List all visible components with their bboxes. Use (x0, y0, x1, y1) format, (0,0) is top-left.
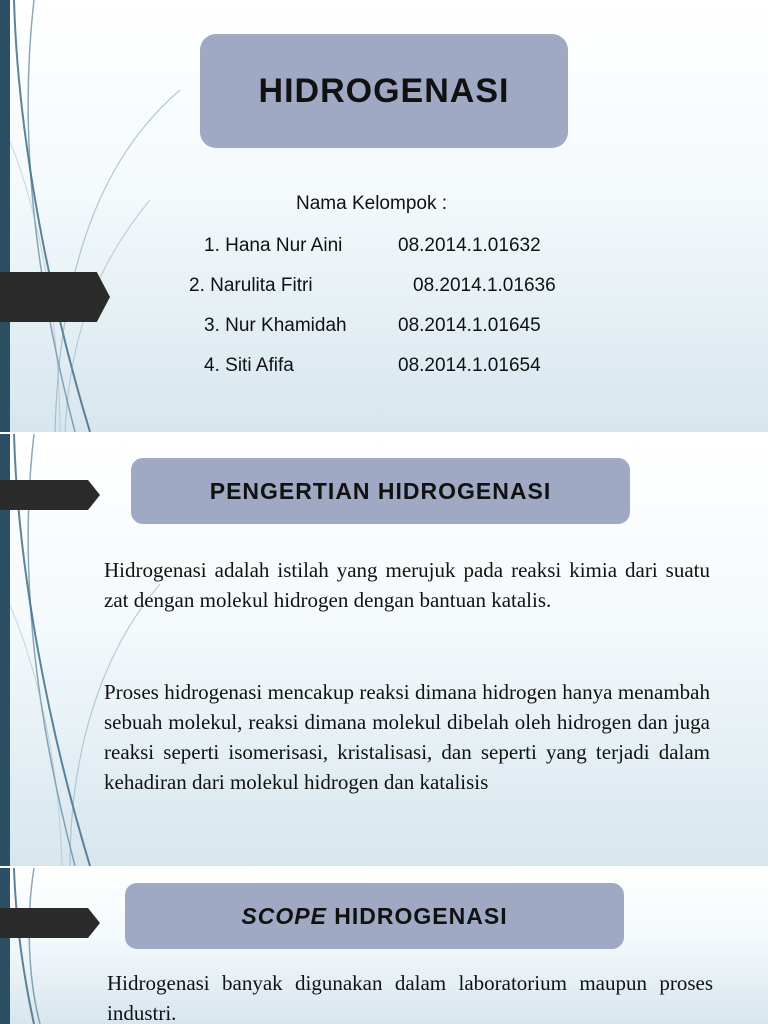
section-title (241, 903, 507, 930)
slide-title (0, 0, 768, 432)
slide-title-box (200, 34, 568, 148)
definition-paragraph: Hidrogenasi adalah istilah yang merujuk pada reaksi kimia dari suatu zat dengan molekul hidrogen dengan bantuan katalis. (104, 558, 710, 612)
member-item (204, 355, 541, 377)
arrow-marker (0, 480, 100, 510)
member-name: Hana Nur Aini (225, 235, 343, 256)
arrow-marker (0, 272, 110, 322)
member-number: 4. (204, 355, 220, 376)
left-accent-bar (0, 0, 10, 432)
member-list-heading: Nama Kelompok : (296, 193, 448, 214)
section-title: PENGERTIAN HIDROGENASI (209, 477, 552, 504)
slide-definition (0, 434, 768, 866)
page-title: HIDROGENASI (258, 71, 510, 110)
section-title-italic: SCOPE (241, 902, 327, 929)
member-number: 3. (204, 315, 220, 336)
swoosh-decoration (0, 0, 200, 432)
section-title-box (125, 883, 624, 949)
member-id: 08.2014.1.01654 (398, 355, 541, 376)
slide-scope (0, 868, 768, 1024)
process-paragraph: Proses hidrogenasi mencakup reaksi dimana hidrogen hanya menambah sebuah molekul, reaksi dimana molekul dibelah oleh hidrogen dan juga reaksi seperti isomerisasi, kristalisasi, dan seperti yang terjadi dalam kehadiran dari molekul hidrogen dan katalisis (104, 680, 710, 794)
member-name: Narulita Fitri (210, 275, 313, 296)
section-title-box (131, 458, 630, 524)
member-item (204, 315, 541, 337)
member-name: Nur Khamidah (225, 315, 347, 336)
scope-paragraph: Hidrogenasi banyak digunakan dalam laboratorium maupun proses industri. (107, 971, 713, 1024)
member-name: Siti Afifa (225, 355, 294, 376)
member-id: 08.2014.1.01645 (398, 315, 541, 336)
member-id: 08.2014.1.01632 (398, 235, 541, 256)
arrow-marker (0, 908, 100, 938)
member-item (204, 235, 541, 257)
section-title-rest: HIDROGENASI (326, 902, 508, 929)
member-number: 1. (204, 235, 220, 256)
member-number: 2. (189, 275, 205, 296)
left-accent-bar (0, 868, 10, 1024)
member-id: 08.2014.1.01636 (413, 275, 556, 296)
member-item (189, 275, 556, 297)
